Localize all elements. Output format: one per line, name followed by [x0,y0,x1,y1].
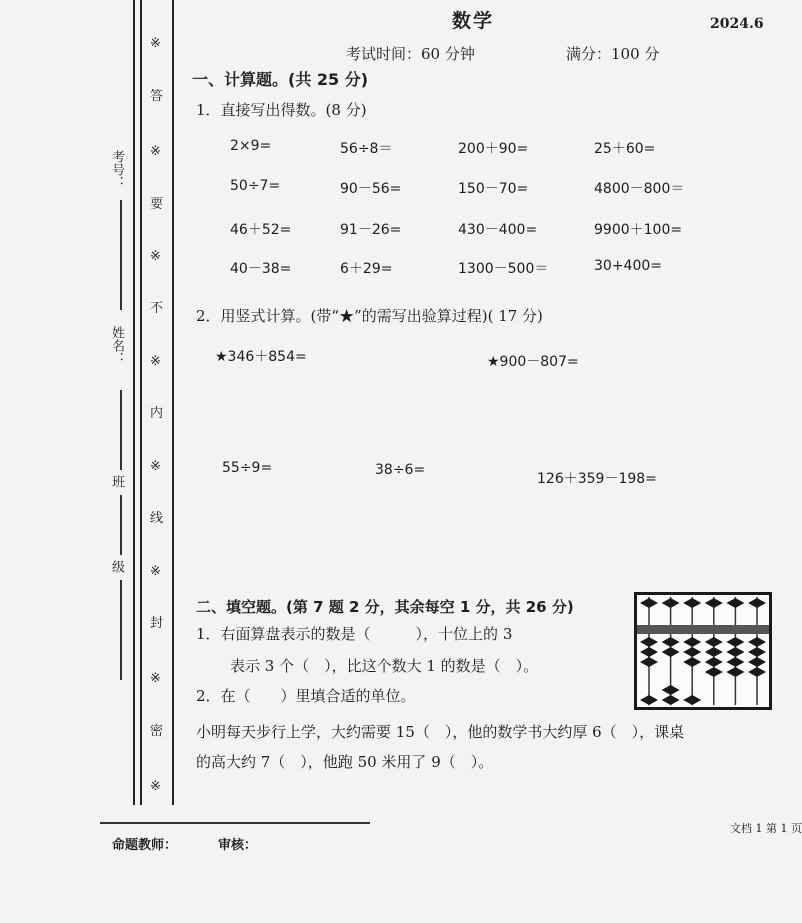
footer-teacher: 命题教师： [112,838,178,853]
field-class-label: 班 [109,475,124,488]
footer-divider [100,822,370,824]
q1-equation: 2×9= [230,138,272,154]
footer-page-code: 文档 1 第 1 页 [730,822,802,835]
binding-mark: ※ [150,459,161,474]
q1-equation: 200＋90= [458,141,529,157]
field-exam-number-label: 考号： [109,150,124,189]
field-grade-line [120,580,122,680]
abacus-upper-bead [683,598,701,608]
q1-equation: 50÷7= [230,178,281,194]
s2-q1-line2: 表示 3 个（ ），比这个数大 1 的数是（ ）。 [230,657,539,675]
binding-line-right [172,0,174,805]
q1-equation: 4800－800＝ [594,181,685,197]
exam-time: 考试时间：60 分钟 [346,45,475,63]
abacus-lower-bead [705,647,723,657]
q2-item-star-2: ★900－807= [487,354,579,370]
binding-line-inner [140,0,142,805]
q2-item-star-1: ★346＋854= [215,349,307,365]
abacus-lower-bead [726,637,744,647]
q1-equation: 1300－500＝ [458,261,549,277]
abacus-lower-bead [748,637,766,647]
s2-q2-line1: 2．在（ ）里填合适的单位。 [196,687,416,705]
abacus-lower-bead [683,657,701,667]
field-exam-number-line [120,200,122,310]
q1-equation: 25＋60= [594,141,656,157]
q1-equation: 90－56= [340,181,402,197]
q1-equation: 91－26= [340,222,402,238]
binding-mark: ※ [150,144,161,159]
section1-title: 一、计算题。(共 25 分) [192,70,369,89]
abacus-drawing [637,595,769,707]
q1-equation: 6＋29= [340,261,393,277]
q1-equation: 430－400= [458,222,538,238]
q1-equation: 56÷8＝ [340,141,393,157]
abacus-lower-bead [640,647,658,657]
abacus-lower-bead [726,657,744,667]
q2-item-1: 55÷9= [222,460,273,476]
abacus-lower-bead [748,657,766,667]
field-class-line [120,495,122,555]
abacus-lower-bead [640,695,658,705]
q2-item-2: 38÷6= [375,462,426,478]
footer-reviewer: 审核： [218,838,258,853]
q1-equation: 40－38= [230,261,292,277]
abacus-beam [637,625,769,634]
abacus-lower-bead [726,647,744,657]
binding-mark: ※ [150,671,161,686]
abacus-figure [634,592,772,710]
abacus-upper-bead [705,598,723,608]
abacus-lower-bead [640,657,658,667]
abacus-lower-bead [683,695,701,705]
abacus-lower-bead [683,637,701,647]
q2-prompt: 2．用竖式计算。(带“★”的需写出验算过程)( 17 分) [196,307,543,325]
binding-mark: 不 [150,301,164,316]
binding-mark: 线 [150,511,164,526]
binding-mark: ※ [150,249,161,264]
abacus-lower-bead [662,685,680,695]
abacus-lower-bead [662,647,680,657]
binding-mark: ※ [150,354,161,369]
abacus-lower-bead [748,647,766,657]
abacus-lower-bead [705,657,723,667]
abacus-upper-bead [726,598,744,608]
abacus-upper-bead [640,598,658,608]
binding-mark: ※ [150,564,161,579]
binding-mark: ※ [150,779,161,794]
s2-q2-line2: 小明每天步行上学，大约需要 15（ ），他的数学书大约厚 6（ ），课桌 [196,723,685,741]
abacus-upper-bead [662,598,680,608]
page-title: 数学 [452,10,495,32]
q1-prompt: 1．直接写出得数。(8 分) [196,101,367,119]
s2-q1-line1: 1．右面算盘表示的数是（ ），十位上的 3 [196,625,513,643]
q1-equation: 30+400= [594,258,662,274]
abacus-lower-bead [705,637,723,647]
binding-mark: 内 [150,406,164,421]
binding-line-outer [133,0,135,805]
abacus-lower-bead [662,695,680,705]
q1-equation: 46＋52= [230,222,292,238]
binding-mark: 密 [150,724,164,739]
binding-mark: 答 [150,89,164,104]
abacus-lower-bead [748,667,766,677]
section2-title: 二、填空题。(第 7 题 2 分，其余每空 1 分，共 26 分) [196,598,574,616]
abacus-lower-bead [726,667,744,677]
exam-date: 2024.6 [710,16,764,32]
abacus-lower-bead [705,667,723,677]
abacus-lower-bead [640,637,658,647]
s2-q2-line3: 的高大约 7（ ），他跑 50 米用了 9（ ）。 [196,753,494,771]
q2-item-3: 126＋359－198= [537,471,657,487]
full-score: 满分：100 分 [566,45,660,63]
abacus-upper-bead [748,598,766,608]
q1-equation: 150－70= [458,181,529,197]
field-name-line [120,390,122,470]
field-grade-label: 级 [109,560,124,573]
field-name-label: 姓名： [109,326,124,365]
binding-mark: 封 [150,616,164,631]
abacus-lower-bead [662,637,680,647]
binding-mark: ※ [150,36,161,51]
binding-mark: 要 [150,197,164,212]
abacus-lower-bead [683,647,701,657]
q1-equation: 9900＋100= [594,222,683,238]
